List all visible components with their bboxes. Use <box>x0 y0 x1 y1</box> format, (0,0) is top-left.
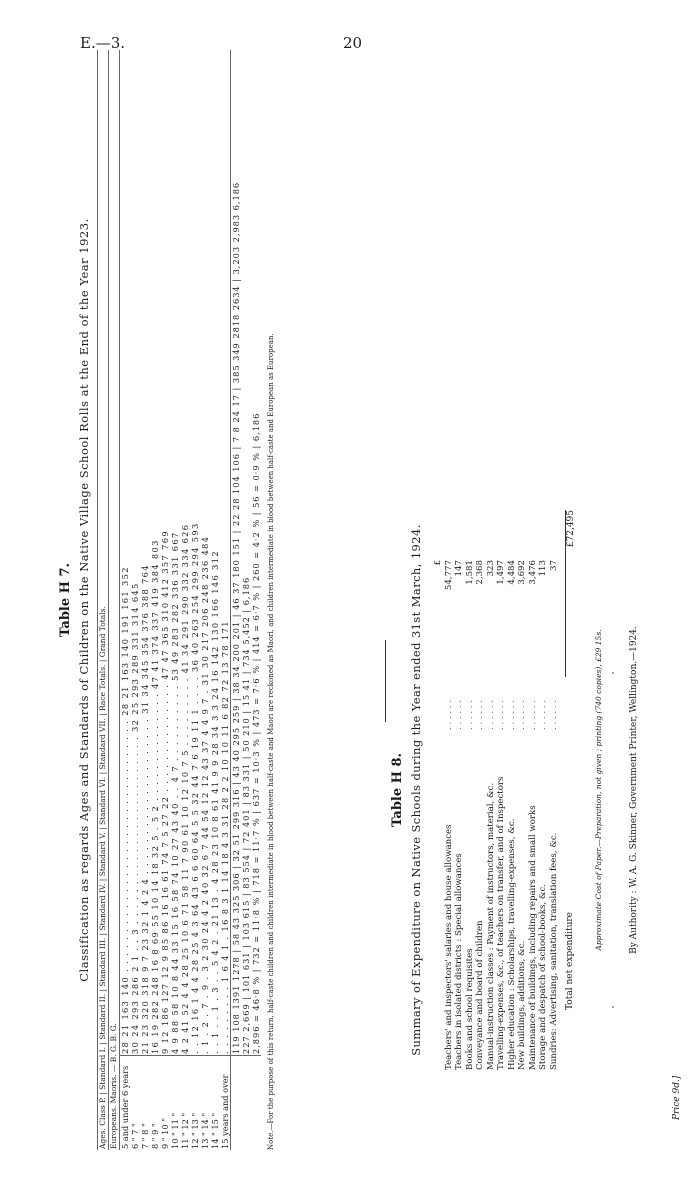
age-cell: 11 " 12 " <box>180 1112 190 1149</box>
table-h7-subtitle: Classification as regards Ages and Standards of Children on the Native Village School Rolls at the End of the Year 1923. <box>77 218 91 982</box>
percent-cell: 2,896 = 46·8 % | 732 = 11·8 % | 718 = 11·7 % | 637 = 10·3 % | 473 = 7·6 % | 414 = 6·7 % | 260 = 4·2 % | 56 = 0·9 % | 6,186 <box>251 50 261 1056</box>
age-cell: 14 " 15 " <box>210 1112 220 1149</box>
expense-label: New buildings, additions, &c. <box>517 940 527 1070</box>
table-row <box>160 50 170 1150</box>
table-row <box>170 50 180 1150</box>
age-cell: 13 " 14 " <box>200 1112 210 1149</box>
list-item: New buildings, additions, &c. . . . . . . 3,692 <box>517 560 527 1070</box>
expense-label: Sundries: Advertising, sanitation, translation fees, &c. <box>548 832 559 1070</box>
total-amount: £72,495 <box>565 510 576 677</box>
age-cell: 8 " 9 " <box>150 1123 160 1149</box>
list-item: Conveyance and board of children . . . . . . 2,368 <box>475 560 485 1070</box>
age-cell: 12 " 13 " <box>190 1112 200 1149</box>
values-cell: 9 12 186 127 12 9 85 86 16 16 61 74 7 5 27 22 . . . . . . . . . . . . . . 47 47 365 310 412 357 769 <box>160 50 170 1056</box>
table-h7-note: Note.—For the purpose of this return, half-caste children and children intermediate in blood between half-caste and Maori are reckoned as Maori, and children intermediate in blood between half-caste and European as European. <box>267 333 275 1150</box>
percent-row <box>251 50 261 1150</box>
expense-label: Conveyance and board of children <box>475 920 485 1070</box>
expense-amount: 1,497 <box>496 560 506 585</box>
values-cell: . . 12 16 1 4 4 28 25 4 3 64 43 6 6 60 64 5 5 32 44 7 6 19 11 1 . . . . 36 40 263 254 299 294 593 <box>190 50 200 1056</box>
printer-authority: By Authority : W. A. G. Skinner, Government Printer, Wellington.—1924. <box>629 626 639 954</box>
list-item: Maintenance of buildings, including repairs and small works . . . . . . 3,476 <box>527 560 538 1070</box>
expense-amount: 1,581 <box>464 560 475 585</box>
values-cell: 4 2 41 52 4 4 28 25 10 6 71 58 11 7 90 61 10 12 10 7 5 . . . . . . . . . 41 34 291 290 332 334 626 <box>180 50 190 1056</box>
totals-cell: 119 108 1391 1278 | 58 43 325 306 | 32 51 299 316 | 43 40 295 259 | 38 34 200 201 | 46 37 180 151 | 22 28 104 106 | 7 8 24 17 | 385 349 2818 2634 | 3,203 2,983 6,186 <box>231 50 242 1056</box>
table-h7-block <box>58 50 388 1150</box>
page-number: 20 <box>343 34 363 52</box>
expense-amount: 4,484 <box>506 560 517 585</box>
expense-label: Manual-instruction classes : Payment of instructors, material, &c. <box>485 782 496 1070</box>
list-item: Teachers' and inspectors' salaries and house allowances . . . . . . 54,777 <box>443 560 454 1070</box>
divider <box>385 640 386 722</box>
expense-label: Books and school requisites <box>464 948 475 1070</box>
age-cell: 5 and under 6 years <box>120 1065 130 1149</box>
page-section-code: E.—3. <box>80 34 126 52</box>
list-item: Manual-instruction classes : Payment of instructors, material, &c. . . . . . . 323 <box>485 560 496 1070</box>
values-cell: 4 9 88 58 10 8 44 33 15 16 58 74 10 27 43 40 . . 4 7 . . . . . . . . . . 53 49 283 282 336 331 667 <box>170 50 180 1056</box>
list-item: Teachers in isolated districts : Special allowances . . . . . . 147 <box>454 560 464 1070</box>
age-cell: 9 " 10 " <box>160 1118 170 1149</box>
table-h7-title: Table H 7. <box>58 562 73 638</box>
price-label: Price 9d.] <box>672 1075 682 1120</box>
table-h8-title: Table H 8. <box>390 752 405 828</box>
expense-amount: 147 <box>454 560 464 577</box>
list-item: Sundries: Advertising, sanitation, translation fees, &c. . . . . . . 37 <box>548 560 559 1070</box>
age-cell: 10 " 11 " <box>170 1112 180 1149</box>
expense-amount: 37 <box>548 560 559 571</box>
table-row <box>200 50 210 1150</box>
expense-label: Travelling-expenses, &c., of teachers on transfer, and of Inspectors <box>496 776 506 1070</box>
values-cell: . . 1 . . 1 . 3 . . 5 4 2 . 21 13 . 4 28 23 10 8 61 41 9 9 28 34 3 3 24 16 142 130 166 146 312 <box>210 50 220 1056</box>
age-cell: 6 " 7 " <box>130 1123 140 1149</box>
table-row <box>130 50 140 1150</box>
scan-speck <box>612 672 614 674</box>
values-cell: 21 23 320 318 9 7 23 32 1 4 2 4 . . . . . . . . . . . . . . . . . . . . 31 34 345 354 376 388 764 <box>140 50 150 1056</box>
expense-label: Maintenance of buildings, including repairs and small works <box>527 805 538 1070</box>
table-row <box>180 50 190 1150</box>
values-cell: . . . . . . . . . 1 6 4 1 . 16 8 3 1 14 18 4 3 31 28 2 2 10 10 11 6 82 72 13 78 171 <box>220 50 231 1056</box>
currency-symbol: £ <box>433 560 443 566</box>
values-cell: . 1 . 2 . 7 . 9 . 3 2 30 24 4 2 40 32 6 7 44 54 12 12 43 37 4 4 9 7 . 31 30 217 206 248 236 484 <box>200 50 210 1056</box>
table-row <box>190 50 200 1150</box>
subtotals-row <box>241 50 251 1150</box>
expense-total-row <box>565 510 576 1070</box>
expense-amount: 3,476 <box>527 560 538 585</box>
expense-amount: 113 <box>538 560 548 577</box>
list-item: Travelling-expenses, &c., of teachers on transfer, and of Inspectors . . . . . . 1,497 <box>496 560 506 1070</box>
expense-label: Storage and despatch of school-books, &c. <box>538 883 548 1070</box>
list-item: Storage and despatch of school-books, &c. . . . . . . 113 <box>538 560 548 1070</box>
table-h7-column-header: Ages. Class P. | Standard I. | Standard II. | Standard III. | Standard IV. | Standard V. | Standard VI. | Standard VII. | Race Totals. | Grand Totals. <box>98 50 109 1150</box>
values-cell: 16 19 282 248 16 8 69 55 10 14 18 32 5 . 5 2 . . . . . . . . . . . . . . 47 41 374 337 419 384 803 <box>150 50 160 1056</box>
totals-row <box>231 50 242 1150</box>
table-h8-block <box>390 510 680 1070</box>
table-h7-sub-header: Europeans. Maoris. — B. G. B. G. <box>109 50 120 1150</box>
age-cell: 7 " 8 " <box>140 1123 150 1149</box>
scan-speck <box>612 1006 614 1008</box>
expense-label: Teachers in isolated districts : Special allowances <box>454 853 464 1070</box>
expense-label: Teachers' and inspectors' salaries and house allowances <box>443 824 454 1070</box>
expense-amount: 323 <box>485 560 496 577</box>
list-item: Books and school requisites . . . . . . 1,581 <box>464 560 475 1070</box>
table-row <box>220 50 231 1150</box>
table-row <box>210 50 220 1150</box>
list-item: Higher education : Scholarships, travelling-expenses, &c. . . . . . . 4,484 <box>506 560 517 1070</box>
total-label: Total net expenditure <box>565 911 575 1010</box>
table-row <box>150 50 160 1150</box>
expense-amount: 2,368 <box>475 560 485 585</box>
table-h8-subtitle: Summary of Expenditure on Native Schools during the Year ended 31st March, 1924. <box>409 524 423 1056</box>
age-cell: 15 years and over <box>220 1074 230 1149</box>
table-h7 <box>97 50 261 1150</box>
subtotals-cell: 227 2,669 | 101 631 | 103 615 | 83 554 | 72 401 | 83 331 | 50 210 | 15 41 | 734 5,452 | 6,186 <box>241 50 251 1056</box>
expense-amount: 3,692 <box>517 560 527 585</box>
approximate-cost-note: Approximate Cost of Paper.—Preparation, not given ; printing (740 copies), £29 15s. <box>594 629 603 951</box>
table-row <box>120 50 131 1150</box>
expense-label: Higher education : Scholarships, travelling-expenses, &c. <box>506 818 517 1070</box>
values-cell: 28 21 163 140 . . . . . . . . . . . . . . . . . . . . . . . . . . . . . . . . 28 21 163 140 191 161 352 <box>120 50 131 1056</box>
expense-amount: 54,777 <box>443 560 454 591</box>
values-cell: 30 24 293 286 2 1 . . 3 . . . . . . . . . . . . . . . . . . . . . . . . 32 25 293 289 331 314 645 <box>130 50 140 1056</box>
table-row <box>140 50 150 1150</box>
